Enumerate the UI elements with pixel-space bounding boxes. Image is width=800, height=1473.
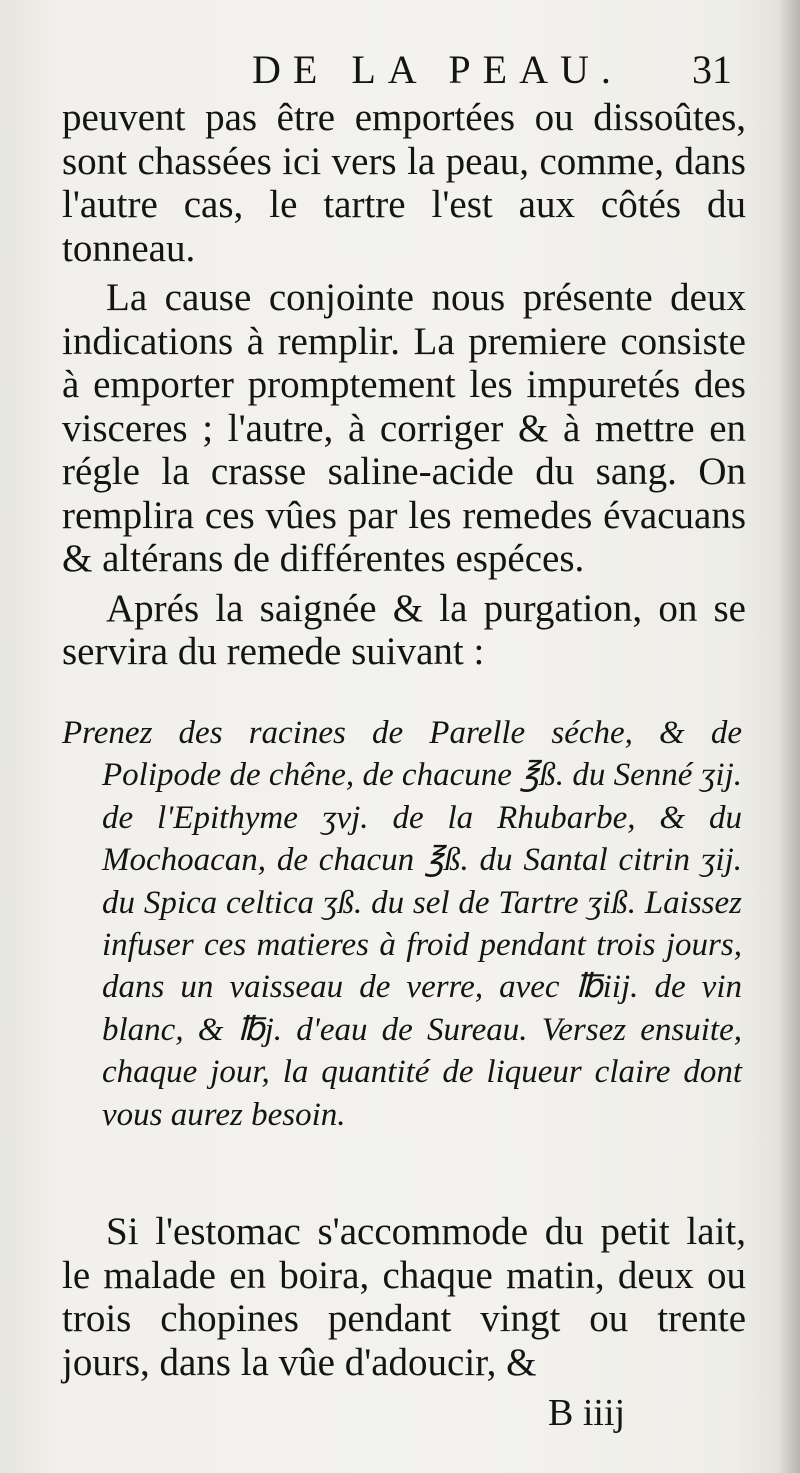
recipe-block — [62, 712, 742, 1136]
closing-text — [62, 1210, 746, 1384]
paragraph-cause: La cause conjointe nous présente deux indications à remplir. La premiere consiste à emporter promptement les impuretés des visceres ; l'autre, à corriger & à mettre en régle la crasse saline-acide du sang. On remplira ces vûes par les remedes évacuans & altérans de différentes espéces. — [62, 276, 746, 580]
page-header — [0, 44, 800, 94]
recipe-text: Prenez des racines de Parelle séche, & de Polipode de chêne, de chacune ℥ß. du Senné ʒij. de l'Epithyme ʒvj. de la Rhubarbe, & du Mochoacan, de chacun ℥ß. du Santal citrin ʒij. du Spica celtica ʒß. du sel de Tartre ʒiß. Laissez infuser ces matieres à froid pendant trois jours, dans un vaisseau de verre, avec ℔iij. de vin blanc, & ℔j. d'eau de Sureau. Versez ensuite, chaque jour, la quantité de liqueur claire dont vous aurez besoin. — [62, 715, 742, 1133]
paragraph-closing: Si l'estomac s'accommode du petit lait, le malade en boira, chaque matin, deux ou trois chopines pendant vingt ou trente jours, dans la vûe d'adoucir, & — [62, 1210, 746, 1384]
paragraph-continuation: peuvent pas être emportées ou dissoûtes, sont chassées ici vers la peau, comme, dans l'autre cas, le tartre l'est aux côtés du tonneau. — [62, 96, 746, 270]
signature-mark: B iiij — [548, 1392, 626, 1434]
running-head: DE LA PEAU. — [252, 47, 623, 92]
paragraph-remedy-intro: Aprés la saignée & la purgation, on se servira du remede suivant : — [62, 586, 746, 673]
page-gutter-shadow — [778, 0, 800, 1473]
page-number: 31 — [692, 47, 732, 92]
body-text — [62, 96, 746, 674]
